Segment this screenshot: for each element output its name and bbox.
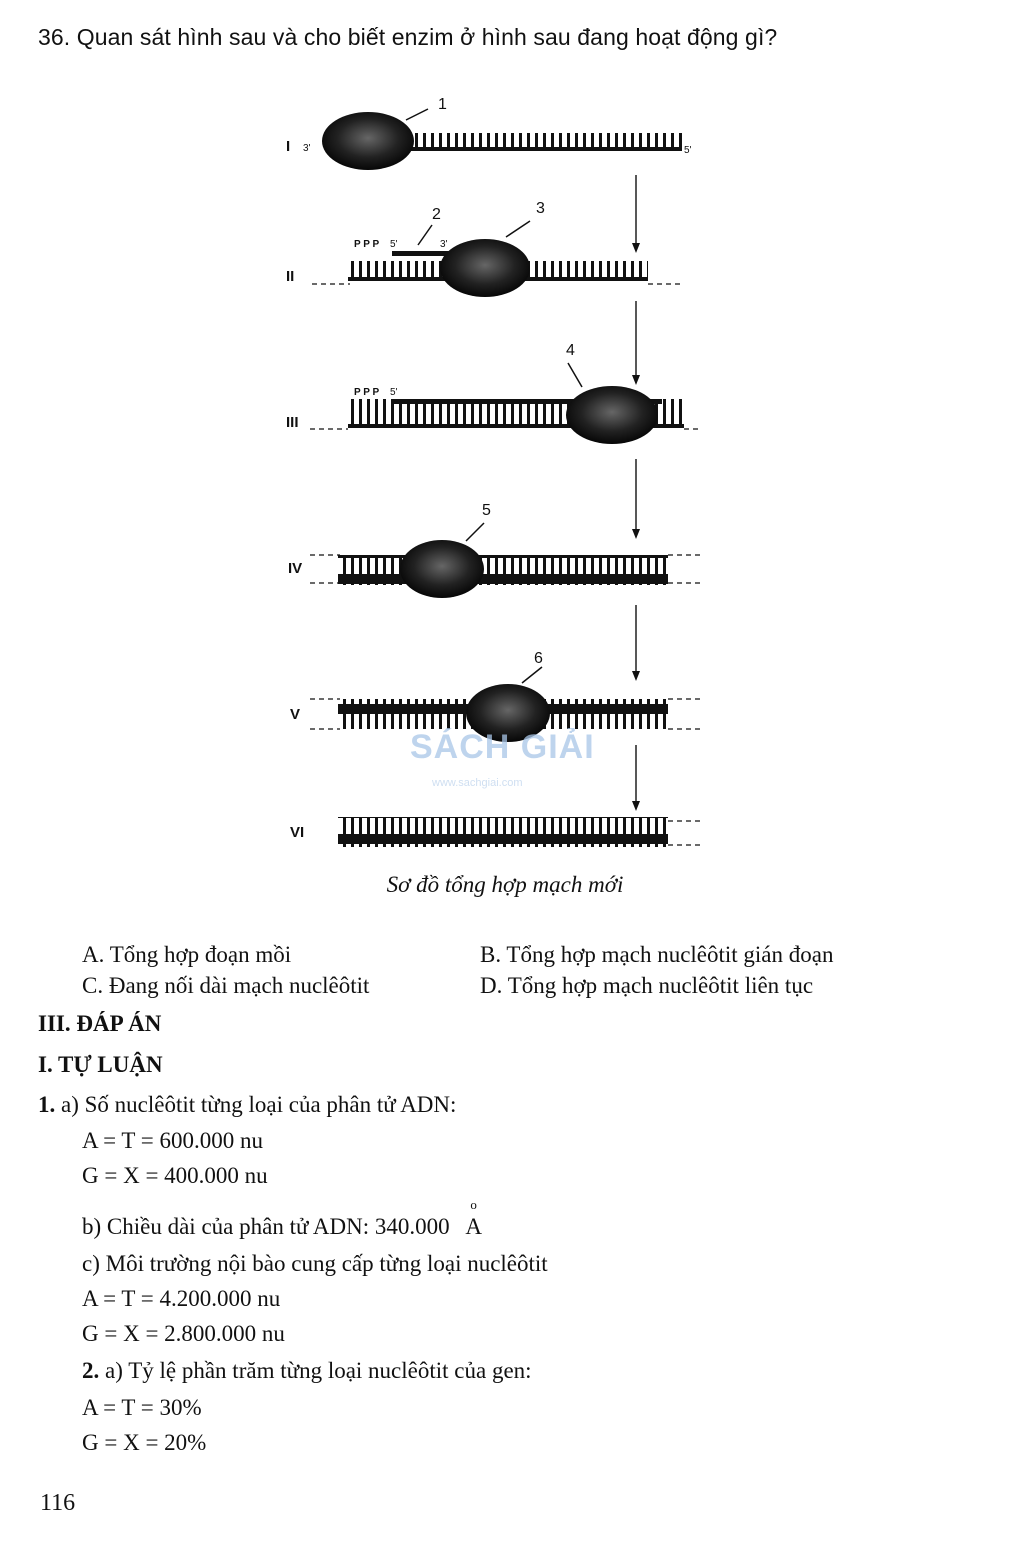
stage-label-6: VI bbox=[290, 824, 305, 841]
section-heading-essay: I. TỰ LUẬN bbox=[38, 1052, 163, 1077]
option-b: B. Tổng hợp mạch nuclêôtit gián đoạn bbox=[480, 942, 834, 967]
answer1-b-line: b) Chiều dài của phân tử ADN: 340.000 o A bbox=[82, 1197, 483, 1239]
answer1-c-title: c) Môi trường nội bào cung cấp từng loại nuclêôtit bbox=[82, 1251, 548, 1276]
watermark-url: www.sachgiai.com bbox=[432, 777, 523, 789]
answer2-a-line1: A = T = 30% bbox=[82, 1395, 202, 1420]
option-d: D. Tổng hợp mạch nuclêôtit liên tục bbox=[480, 973, 814, 998]
answer1-c-line1: A = T = 4.200.000 nu bbox=[82, 1286, 281, 1311]
answer2-a-title: 2. a) Tỷ lệ phần trăm từng loại nuclêôtit của gen: bbox=[82, 1358, 532, 1383]
answer2-number: 2. bbox=[82, 1358, 100, 1383]
answer1-number: 1. bbox=[38, 1092, 56, 1117]
question-text: 36. Quan sát hình sau và cho biết enzim ở hình sau đang hoạt động gì? bbox=[38, 24, 778, 50]
page-number: 116 bbox=[40, 1490, 76, 1516]
marker-1: 1 bbox=[438, 96, 447, 113]
answer1-c-line2: G = X = 2.800.000 nu bbox=[82, 1321, 285, 1346]
enzyme-1 bbox=[322, 112, 414, 170]
marker-6: 6 bbox=[534, 650, 543, 667]
enzyme-2 bbox=[440, 239, 530, 297]
end-label-5: 5' bbox=[684, 145, 692, 156]
marker-2: 2 bbox=[432, 206, 441, 223]
answer1-a-line2: G = X = 400.000 nu bbox=[82, 1163, 268, 1188]
svg-text:5': 5' bbox=[390, 239, 398, 250]
answer2-a-line2: G = X = 20% bbox=[82, 1430, 207, 1455]
svg-text:P P P: P P P bbox=[354, 387, 380, 398]
svg-text:5': 5' bbox=[390, 387, 398, 398]
watermark-text: SÁCH GIẢI bbox=[410, 728, 595, 766]
watermark-logo bbox=[410, 728, 620, 818]
figure-caption: Sơ đồ tổng hợp mạch mới bbox=[386, 872, 624, 897]
stage-label-1: I bbox=[286, 138, 291, 155]
end-label-3: 3' bbox=[303, 143, 311, 154]
stage-label-4: IV bbox=[288, 560, 303, 577]
option-c: C. Đang nối dài mạch nuclêôtit bbox=[82, 973, 370, 998]
angstrom-unit: o A bbox=[465, 1197, 483, 1239]
answer1-a-title: 1. a) Số nuclêôtit từng loại của phân tử ADN: bbox=[38, 1092, 457, 1117]
stage-label-3: III bbox=[286, 414, 299, 431]
svg-text:3': 3' bbox=[440, 239, 448, 250]
answer1-a-line1: A = T = 600.000 nu bbox=[82, 1128, 264, 1153]
stage-label-5: V bbox=[290, 706, 301, 723]
stage-label-2: II bbox=[286, 268, 295, 285]
marker-3: 3 bbox=[536, 200, 545, 217]
section-heading-answers: III. ĐÁP ÁN bbox=[38, 1011, 162, 1036]
enzyme-3 bbox=[566, 386, 658, 444]
marker-4: 4 bbox=[566, 342, 575, 359]
option-a: A. Tổng hợp đoạn mồi bbox=[82, 942, 292, 967]
end-label-ppp: P P P bbox=[354, 239, 380, 250]
enzyme-4 bbox=[400, 540, 484, 598]
marker-5: 5 bbox=[482, 502, 491, 519]
